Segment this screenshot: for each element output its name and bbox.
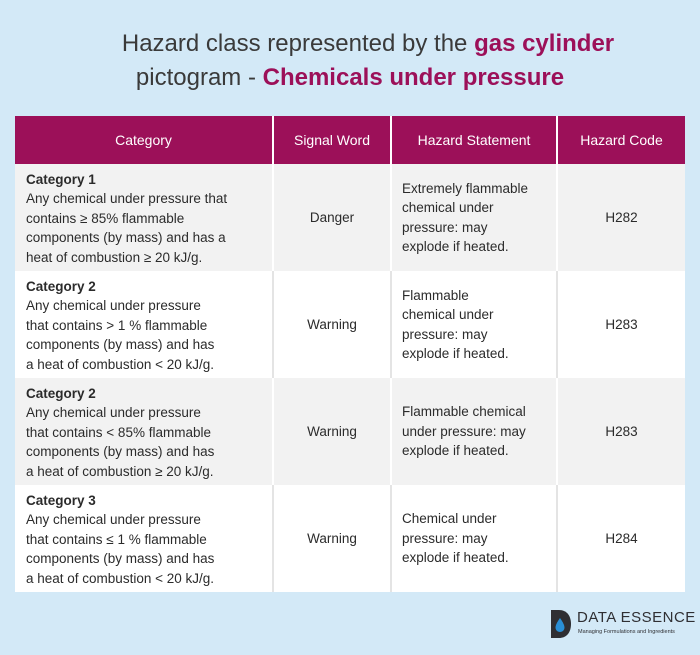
- title-line-1: [0, 27, 700, 61]
- title-line-2-text: pictogram -: [135, 64, 263, 91]
- signal-word-cell: Warning: [273, 378, 391, 485]
- category-description: Any chemical under pressure that contains ≤ 1 % flammable components (by mass) and has a heat of combustion < 20 kJ/g.: [26, 512, 215, 586]
- category-description: Any chemical under pressure that contains ≥ 85% flammable components (by mass) and has a heat of combustion ≥ 20 kJ/g.: [26, 191, 228, 265]
- header-category: Category: [15, 116, 273, 164]
- hazard-statement-cell: Flammable chemical under pressure: may explode if heated.: [391, 378, 557, 485]
- table-row: [15, 164, 685, 271]
- title-accent-gas-cylinder: gas cylinder: [474, 30, 615, 57]
- header-hazard-code: Hazard Code: [557, 116, 685, 164]
- hazard-statement-cell: Chemical under pressure: may explode if heated.: [391, 485, 557, 592]
- hazard-statement-cell: Extremely flammable chemical under pressure: may explode if heated.: [391, 164, 557, 271]
- category-cell: [15, 164, 273, 271]
- category-name: Category 3: [26, 492, 96, 508]
- category-name: Category 1: [26, 171, 96, 187]
- title-line-1-text: Hazard class represented by the: [121, 30, 475, 57]
- category-name: Category 2: [26, 385, 96, 401]
- signal-word-cell: Warning: [273, 485, 391, 592]
- category-cell: [15, 485, 273, 592]
- title-accent-chemicals: Chemicals under pressure: [262, 64, 565, 91]
- header-hazard-statement: Hazard Statement: [391, 116, 557, 164]
- signal-word-cell: Warning: [273, 271, 391, 378]
- category-cell: [15, 271, 273, 378]
- data-essence-logo: [550, 609, 696, 641]
- hazard-code-cell: H282: [557, 164, 685, 271]
- category-description: Any chemical under pressure that contains < 85% flammable components (by mass) and has a heat of combustion ≥ 20 kJ/g.: [26, 405, 215, 479]
- category-cell: [15, 378, 273, 485]
- table-header-row: [15, 116, 685, 164]
- logo-name: DATA ESSENCE: [577, 609, 696, 626]
- hazard-code-cell: H283: [557, 271, 685, 378]
- category-name: Category 2: [26, 278, 96, 294]
- hazard-statement-cell: Flammable chemical under pressure: may explode if heated.: [391, 271, 557, 378]
- logo-tagline: Managing Formulations and Ingredients: [578, 629, 675, 635]
- hazard-code-cell: H284: [557, 485, 685, 592]
- header-signal-word: Signal Word: [273, 116, 391, 164]
- signal-word-cell: Danger: [273, 164, 391, 271]
- table-row: [15, 485, 685, 592]
- table-row: [15, 271, 685, 378]
- d-drop-logo-icon: [550, 609, 572, 639]
- title-line-2: [0, 61, 700, 95]
- page-title: [0, 27, 700, 95]
- category-description: Any chemical under pressure that contains > 1 % flammable components (by mass) and has a heat of combustion < 20 kJ/g.: [26, 298, 215, 372]
- hazard-code-cell: H283: [557, 378, 685, 485]
- table-row: [15, 378, 685, 485]
- hazard-table: [15, 116, 685, 592]
